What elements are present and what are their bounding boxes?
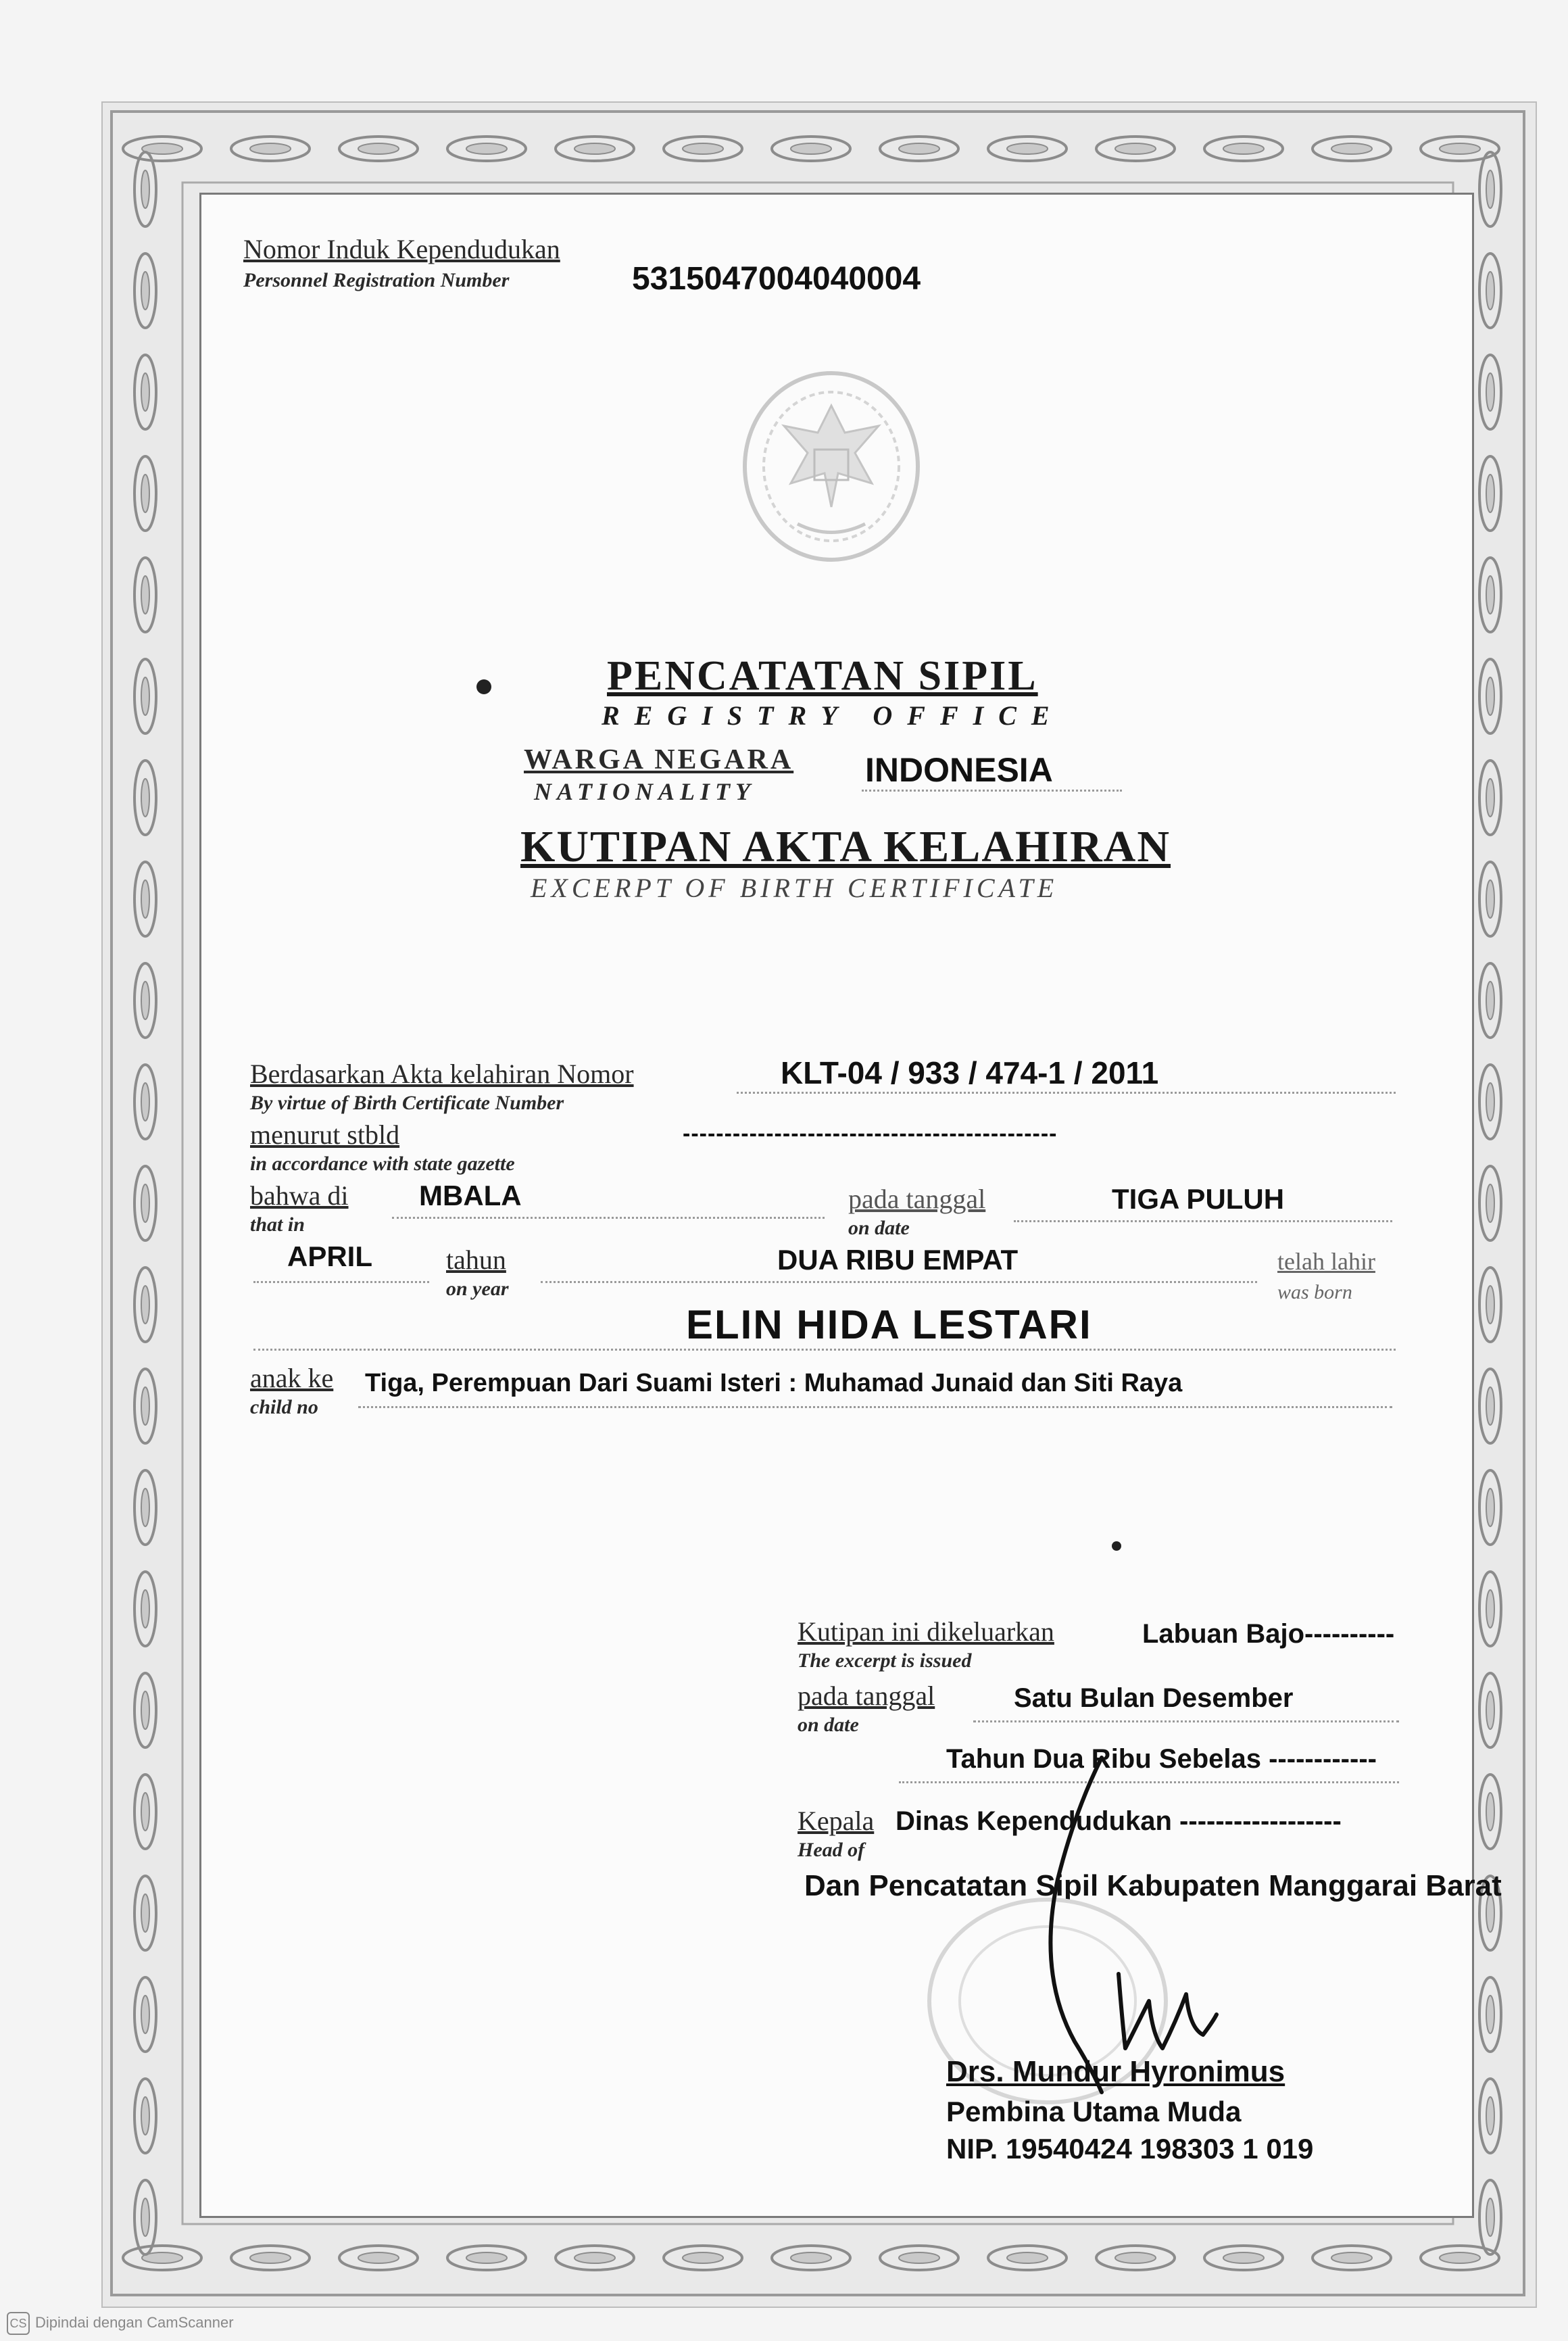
nationality-label-en: NATIONALITY — [534, 778, 756, 805]
border-ornament — [1486, 880, 1494, 918]
border-ornament — [1007, 143, 1048, 154]
stbld-label: menurut stbld — [250, 1119, 400, 1150]
nik-label: Nomor Induk Kependudukan — [243, 234, 560, 264]
border-ornament — [1486, 475, 1494, 512]
nik-value: 5315047004040004 — [632, 261, 921, 297]
border-ornament — [141, 1590, 149, 1628]
border-ornament — [466, 2252, 507, 2263]
year-label-en: on year — [446, 1278, 509, 1300]
issued-place: Labuan Bajo---------- — [1142, 1619, 1395, 1649]
border-ornament — [1486, 2198, 1494, 2236]
office-title-en: REGISTRY OFFICE — [602, 700, 1064, 731]
signature — [1000, 1751, 1244, 2106]
ink-dot — [476, 679, 491, 694]
document-title-en: EXCERPT OF BIRTH CERTIFICATE — [531, 873, 1058, 903]
border-ornament — [574, 2252, 615, 2263]
border-ornament — [1486, 1996, 1494, 2033]
border-ornament — [1115, 143, 1156, 154]
border-ornament — [1486, 576, 1494, 614]
border-ornament — [141, 373, 149, 411]
border-ornament — [1440, 143, 1480, 154]
month-dots — [253, 1281, 429, 1283]
scanner-footer — [7, 2312, 234, 2335]
born-label: telah lahir — [1277, 1248, 1375, 1275]
cert-number-value: KLT-04 / 933 / 474-1 / 2011 — [781, 1055, 1159, 1090]
born-label-en: was born — [1277, 1281, 1352, 1303]
border-ornament — [141, 170, 149, 208]
cert-number-label-en: By virtue of Birth Certificate Number — [250, 1092, 564, 1114]
border-ornament — [141, 2097, 149, 2135]
border-ornament — [899, 2252, 939, 2263]
cert-number-label: Berdasarkan Akta kelahiran Nomor — [250, 1059, 634, 1089]
child-order-label-en: child no — [250, 1396, 318, 1418]
office-title: PENCATATAN SIPIL — [607, 653, 1038, 699]
border-ornament — [141, 576, 149, 614]
border-ornament — [1486, 982, 1494, 1019]
border-ornament — [1007, 2252, 1048, 2263]
place-label-en: that in — [250, 1213, 305, 1236]
head-label-en: Head of — [798, 1839, 865, 1861]
border-ornament — [358, 2252, 399, 2263]
border-ornament — [1223, 143, 1264, 154]
border-ornament — [1486, 1387, 1494, 1425]
border-ornament — [1223, 2252, 1264, 2263]
document-title: KUTIPAN AKTA KELAHIRAN — [520, 822, 1171, 871]
border-ornament — [1486, 779, 1494, 817]
border-ornament — [1486, 1083, 1494, 1121]
border-ornament — [791, 2252, 831, 2263]
border-ornament — [141, 779, 149, 817]
border-ornament — [1486, 1489, 1494, 1526]
border-ornament — [141, 1894, 149, 1932]
signatory-nip: NIP. 19540424 198303 1 019 — [946, 2133, 1314, 2165]
place-dots — [392, 1217, 825, 1219]
child-order-label: anak ke — [250, 1363, 334, 1393]
border-ornament — [1486, 1590, 1494, 1628]
border-ornament — [358, 143, 399, 154]
border-ornament — [141, 880, 149, 918]
nationality-dots — [862, 790, 1122, 792]
place-value: MBALA — [419, 1180, 522, 1211]
border-ornament — [141, 1083, 149, 1121]
border-ornament — [683, 2252, 723, 2263]
child-name: ELIN HIDA LESTARI — [686, 1302, 1092, 1347]
border-ornament — [1486, 677, 1494, 715]
nik-label-en: Personnel Registration Number — [243, 269, 510, 291]
border-ornament — [141, 2198, 149, 2236]
garuda-emblem — [737, 365, 926, 571]
date-value: TIGA PULUH — [1112, 1183, 1285, 1215]
border-ornament — [899, 143, 939, 154]
nationality-label: WARGA NEGARA — [524, 744, 794, 775]
ink-dot-small — [1112, 1541, 1121, 1551]
year-dots — [541, 1281, 1257, 1283]
border-ornament — [141, 1387, 149, 1425]
border-ornament — [141, 1184, 149, 1222]
place-label: bahwa di — [250, 1180, 349, 1211]
issue-date-dots — [973, 1720, 1399, 1722]
border-ornament — [250, 2252, 291, 2263]
border-ornament — [1486, 1793, 1494, 1831]
border-ornament — [141, 475, 149, 512]
border-ornament — [1486, 2097, 1494, 2135]
child-order-value: Tiga, Perempuan Dari Suami Isteri : Muhamad Junaid dan Siti Raya — [365, 1369, 1183, 1397]
border-ornament — [1486, 1184, 1494, 1222]
issue-date-label: pada tanggal — [798, 1681, 935, 1711]
month-value: APRIL — [287, 1240, 372, 1272]
border-ornament — [466, 143, 507, 154]
year-label: tahun — [446, 1245, 506, 1275]
border-ornament — [1486, 1286, 1494, 1324]
border-ornament — [141, 1489, 149, 1526]
date-label: pada tanggal — [848, 1184, 986, 1214]
border-ornament — [1440, 2252, 1480, 2263]
stbld-value: --------------------------------------------- — [683, 1121, 1058, 1147]
border-ornament — [141, 1286, 149, 1324]
issue-year-value: Tahun Dua Ribu Sebelas ------------ — [946, 1744, 1377, 1774]
border-ornament — [1486, 1691, 1494, 1729]
border-ornament — [141, 1793, 149, 1831]
issued-label: Kutipan ini dikeluarkan — [798, 1616, 1054, 1647]
camscanner-logo-icon: CS — [7, 2312, 30, 2335]
issued-label-en: The excerpt is issued — [798, 1649, 972, 1672]
head-label: Kepala — [798, 1806, 875, 1836]
head-value: Dinas Kependudukan ------------------ — [896, 1806, 1342, 1836]
border-ornament — [141, 1996, 149, 2033]
year-value: DUA RIBU EMPAT — [777, 1244, 1019, 1276]
signatory-rank: Pembina Utama Muda — [946, 2096, 1242, 2127]
child-order-dots — [358, 1406, 1392, 1408]
scanner-footer-text: Dipindai dengan CamScanner — [35, 2313, 234, 2331]
name-dots — [253, 1349, 1396, 1351]
border-ornament — [141, 677, 149, 715]
border-ornament — [1331, 2252, 1372, 2263]
stbld-label-en: in accordance with state gazette — [250, 1153, 515, 1175]
border-ornament — [1331, 143, 1372, 154]
border-ornament — [141, 1691, 149, 1729]
border-ornament — [250, 143, 291, 154]
border-ornament — [574, 143, 615, 154]
department-value: Dan Pencatatan Sipil Kabupaten Manggarai Barat — [804, 1869, 1502, 1902]
border-ornament — [683, 143, 723, 154]
border-ornament — [141, 982, 149, 1019]
border-ornament — [1486, 170, 1494, 208]
border-ornament — [141, 272, 149, 310]
issue-date-value: Satu Bulan Desember — [1014, 1683, 1294, 1713]
date-dots — [1014, 1220, 1392, 1222]
issue-date-label-en: on date — [798, 1714, 859, 1736]
nationality-value: INDONESIA — [865, 751, 1053, 789]
border-ornament — [1115, 2252, 1156, 2263]
border-ornament — [1486, 272, 1494, 310]
border-ornament — [791, 143, 831, 154]
date-label-en: on date — [848, 1217, 910, 1239]
cert-number-dots — [737, 1092, 1396, 1094]
signatory-name: Drs. Mundur Hyronimus — [946, 2055, 1285, 2088]
border-ornament — [1486, 373, 1494, 411]
